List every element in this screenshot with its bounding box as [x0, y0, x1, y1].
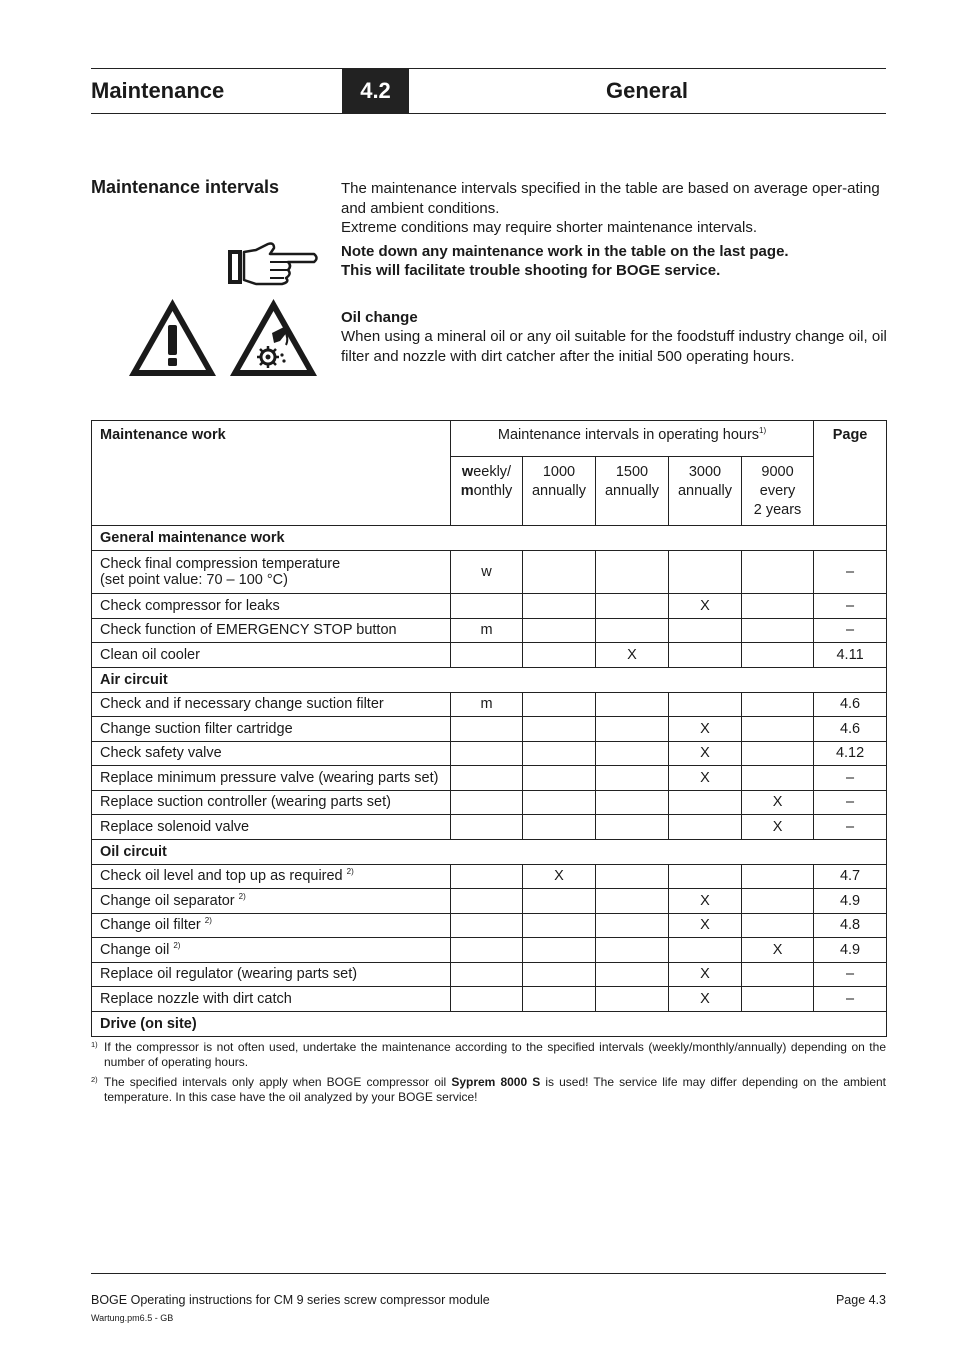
interval-cell [669, 643, 742, 668]
section-row [92, 526, 887, 551]
interval-cell [451, 594, 523, 619]
table-row [92, 889, 887, 914]
work-cell: Check compressor for leaks [92, 594, 451, 619]
section-title-cell: Oil circuit [92, 839, 887, 864]
interval-cell: X [742, 815, 814, 840]
interval-cell [523, 790, 596, 815]
interval-cell: X [669, 766, 742, 791]
intro-paragraph: The maintenance intervals specified in the table are based on average oper-ating and ambient conditions. [341, 180, 880, 217]
table-row [92, 692, 887, 717]
page-cell: 4.9 [814, 889, 887, 914]
interval-cell [596, 987, 669, 1012]
col-header-work: Maintenance work [92, 421, 451, 526]
interval-cell: X [669, 741, 742, 766]
section-title-cell: Drive (on site) [92, 1011, 887, 1036]
interval-cell [596, 551, 669, 594]
interval-cell [669, 815, 742, 840]
footer-document-title: BOGE Operating instructions for CM 9 series screw compressor module [91, 1293, 490, 1307]
interval-cell [523, 618, 596, 643]
work-cell: Check and if necessary change suction filter [92, 692, 451, 717]
interval-cell: X [669, 987, 742, 1012]
header-section-title: General [606, 78, 688, 103]
table-row [92, 594, 887, 619]
interval-cell [596, 962, 669, 987]
interval-cell [523, 815, 596, 840]
table-row [92, 643, 887, 668]
footer-divider [91, 1273, 886, 1274]
work-cell: Replace suction controller (wearing parts set) [92, 790, 451, 815]
interval-cell [669, 618, 742, 643]
interval-cell [523, 594, 596, 619]
page-cell: – [814, 962, 887, 987]
work-cell: Check oil level and top up as required $^{2)}$ [92, 864, 451, 889]
interval-cell [742, 987, 814, 1012]
table-row [92, 790, 887, 815]
interval-cell [742, 741, 814, 766]
section-title: Maintenance intervals [91, 177, 280, 197]
col-header-9000: 9000 every 2 years [742, 457, 814, 526]
interval-cell [451, 938, 523, 963]
interval-cell [523, 913, 596, 938]
warning-exclamation-icon [127, 297, 218, 378]
footnote-1: 1) If the compressor is not often used, undertake the maintenance according to the specified intervals (weekly/monthly/annually) depending on the number of operating hours. [91, 1040, 886, 1069]
intro-text [341, 179, 889, 366]
interval-cell: X [523, 864, 596, 889]
interval-cell [596, 741, 669, 766]
work-cell: Change oil filter $^{2)}$ [92, 913, 451, 938]
page-cell: – [814, 766, 887, 791]
interval-cell [742, 913, 814, 938]
table-row [92, 815, 887, 840]
table-row [92, 962, 887, 987]
interval-cell [596, 790, 669, 815]
interval-cell [451, 913, 523, 938]
interval-cell: m [451, 618, 523, 643]
interval-cell [451, 962, 523, 987]
col-header-weekly-monthly: weekly/ monthly [451, 457, 523, 526]
page-cell: – [814, 618, 887, 643]
interval-cell: m [451, 692, 523, 717]
interval-cell: w [451, 551, 523, 594]
interval-cell [742, 717, 814, 742]
work-cell: Change oil separator $^{2)}$ [92, 889, 451, 914]
table-row [92, 618, 887, 643]
footer-page-number: Page 4.3 [835, 1293, 886, 1307]
work-cell: Replace solenoid valve [92, 815, 451, 840]
interval-cell [523, 692, 596, 717]
interval-cell [523, 551, 596, 594]
page-cell: 4.8 [814, 913, 887, 938]
page-cell: 4.9 [814, 938, 887, 963]
interval-cell [523, 766, 596, 791]
section-row [92, 839, 887, 864]
page-cell: 4.6 [814, 717, 887, 742]
interval-cell [742, 889, 814, 914]
interval-cell: X [669, 962, 742, 987]
page-cell: 4.11 [814, 643, 887, 668]
page-cell: – [814, 551, 887, 594]
footnote-2: 2) The specified intervals only apply when BOGE compressor oil Syprem 8000 S is used! The service life may differ depending on the ambient temperature. In this case have the oil analyzed by your BOGE service! [91, 1075, 887, 1104]
interval-cell [742, 962, 814, 987]
interval-cell [669, 692, 742, 717]
work-cell: Replace nozzle with dirt catch [92, 987, 451, 1012]
table-row [92, 717, 887, 742]
col-header-page: Page [814, 421, 887, 526]
interval-cell [451, 864, 523, 889]
intro-note: Note down any maintenance work in the table on the last page. [341, 242, 789, 260]
col-header-intervals: Maintenance intervals in operating hours$^{1)}$ [451, 421, 814, 457]
table-row [92, 551, 887, 594]
page-cell: 4.12 [814, 741, 887, 766]
interval-cell: X [742, 938, 814, 963]
interval-cell [451, 987, 523, 1012]
interval-cell [451, 741, 523, 766]
page-header [91, 68, 886, 114]
footer-file-ref: Wartung.pm6.5 - GB [91, 1313, 174, 1323]
page-cell: 4.7 [814, 864, 887, 889]
work-cell: Check function of EMERGENCY STOP button [92, 618, 451, 643]
col-header-3000: 3000 annually [669, 457, 742, 526]
page-cell: 4.6 [814, 692, 887, 717]
interval-cell [596, 766, 669, 791]
interval-cell [523, 987, 596, 1012]
work-cell: Clean oil cooler [92, 643, 451, 668]
pointing-hand-icon [226, 240, 320, 290]
interval-cell [596, 889, 669, 914]
interval-cell [451, 766, 523, 791]
section-title-cell: General maintenance work [92, 526, 887, 551]
interval-cell [742, 551, 814, 594]
interval-cell: X [669, 889, 742, 914]
interval-cell [742, 864, 814, 889]
interval-cell [523, 741, 596, 766]
interval-cell [523, 962, 596, 987]
interval-cell [596, 594, 669, 619]
interval-cell: X [669, 913, 742, 938]
interval-cell [523, 717, 596, 742]
interval-cell [451, 815, 523, 840]
table-row [92, 913, 887, 938]
table-row [92, 864, 887, 889]
interval-cell [596, 815, 669, 840]
interval-cell [669, 551, 742, 594]
interval-cell [742, 692, 814, 717]
oil-hazard-icon [228, 297, 319, 378]
interval-cell [742, 643, 814, 668]
intro-paragraph: Extreme conditions may require shorter maintenance intervals. [341, 219, 758, 236]
interval-cell [596, 913, 669, 938]
interval-cell [523, 938, 596, 963]
work-cell: Replace oil regulator (wearing parts set) [92, 962, 451, 987]
interval-cell [451, 717, 523, 742]
col-header-1000: 1000 annually [523, 457, 596, 526]
work-cell: Change oil $^{2)}$ [92, 938, 451, 963]
col-header-1500: 1500 annually [596, 457, 669, 526]
maintenance-table [91, 420, 887, 1037]
header-section-number: 4.2 [342, 69, 409, 113]
interval-cell [523, 643, 596, 668]
oil-change-text: When using a mineral oil or any oil suitable for the foodstuff industry change oil, oil filter and nozzle with dirt catcher after the initial 500 operating hours. [341, 328, 887, 365]
work-cell: Change suction filter cartridge [92, 717, 451, 742]
interval-cell [742, 618, 814, 643]
interval-cell [669, 864, 742, 889]
interval-cell [742, 594, 814, 619]
interval-cell [451, 790, 523, 815]
table-row [92, 987, 887, 1012]
interval-cell [451, 643, 523, 668]
page-cell: – [814, 594, 887, 619]
section-row [92, 667, 887, 692]
header-chapter: Maintenance [91, 78, 225, 103]
interval-cell [596, 618, 669, 643]
interval-cell [523, 889, 596, 914]
interval-cell [669, 938, 742, 963]
oil-change-title: Oil change [341, 308, 418, 326]
table-row [92, 741, 887, 766]
interval-cell [596, 717, 669, 742]
interval-cell: X [669, 594, 742, 619]
work-cell: Check safety valve [92, 741, 451, 766]
table-row [92, 766, 887, 791]
intro-note: This will facilitate trouble shooting for BOGE service. [341, 262, 721, 279]
interval-cell [596, 692, 669, 717]
interval-cell: X [669, 717, 742, 742]
interval-cell [596, 864, 669, 889]
interval-cell: X [596, 643, 669, 668]
page-cell: – [814, 790, 887, 815]
work-cell: Replace minimum pressure valve (wearing parts set) [92, 766, 451, 791]
interval-cell [451, 889, 523, 914]
interval-cell: X [742, 790, 814, 815]
page-cell: – [814, 815, 887, 840]
section-row [92, 1011, 887, 1036]
work-cell: Check final compression temperature (set point value: 70 – 100 °C) [92, 551, 451, 594]
interval-cell [669, 790, 742, 815]
page-cell: – [814, 987, 887, 1012]
interval-cell [742, 766, 814, 791]
section-title-cell: Air circuit [92, 667, 887, 692]
interval-cell [596, 938, 669, 963]
table-row [92, 938, 887, 963]
